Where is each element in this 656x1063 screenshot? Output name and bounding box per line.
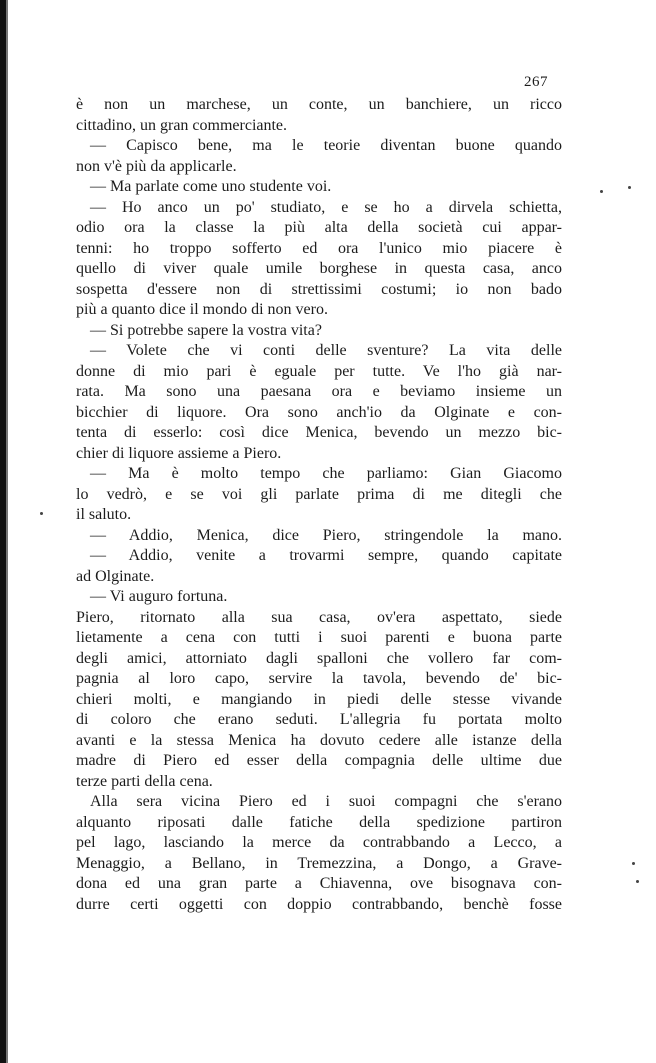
text-line: bicchier di liquore. Ora sono anch'io da Olginate e con-: [76, 403, 562, 421]
text-line: durre certi oggetti con doppio contrabbando, benchè fosse: [76, 895, 562, 913]
text-line: — Ho anco un po' studiato, e se ho a dirvela schietta,: [90, 198, 562, 216]
text-line: cittadino, un gran commerciante.: [76, 116, 288, 134]
text-line: più a quanto dice il mondo di non vero.: [76, 301, 328, 318]
page-binding-shadow: [6, 0, 8, 1063]
text-line: pel lago, lasciando la merce da contrabbando a Lecco, a: [76, 834, 562, 851]
ink-speck: [628, 186, 631, 189]
text-line: chier di liquore assieme a Piero.: [76, 444, 282, 462]
ink-speck: [40, 512, 43, 515]
text-line: terze parti della cena.: [76, 772, 213, 790]
text-line: non v'è più da applicarle.: [76, 157, 237, 175]
text-line: avanti e la stessa Menica ha dovuto cedere alle istanze della: [76, 731, 562, 749]
text-line: — Si potrebbe sapere la vostra vita?: [90, 321, 322, 339]
text-line: pagnia al loro capo, servire la tavola, bevendo de' bic-: [76, 670, 562, 687]
text-line: quello di viver quale umile borghese in questa casa, anco: [76, 260, 562, 277]
text-line: — Addio, Menica, dice Piero, stringendole la mano.: [90, 526, 562, 544]
text-line: degli amici, attorniato dagli spalloni che vollero far com-: [76, 649, 562, 667]
text-line: odio ora la classe la più alta della società cui appar-: [76, 219, 562, 236]
text-line: — Addio, venite a trovarmi sempre, quando capitate: [90, 547, 562, 564]
text-line: chieri molti, e mangiando in piedi delle stesse vivande: [76, 690, 562, 708]
text-line: Menaggio, a Bellano, in Tremezzina, a Dongo, a Grave-: [76, 854, 562, 872]
ink-speck: [632, 862, 635, 865]
text-line: di coloro che erano seduti. L'allegria fu portata molto: [76, 711, 562, 728]
page-number: 267: [524, 74, 548, 90]
ink-speck: [600, 190, 603, 193]
text-line: dona ed una gran parte a Chiavenna, ove bisognava con-: [76, 875, 562, 892]
text-line: Alla sera vicina Piero ed i suoi compagni che s'erano: [90, 793, 562, 810]
text-line: madre di Piero ed esser della compagnia delle ultime due: [76, 752, 562, 769]
text-line: donne di mio pari è eguale per tutte. Ve l'ho già nar-: [76, 362, 562, 380]
text-line: tenta di esserlo: così dice Menica, bevendo un mezzo bic-: [76, 424, 562, 441]
text-line: sospetta d'essere non di strettissimi costumi; io non bado: [76, 280, 562, 298]
text-line: tenni: ho troppo sofferto ed ora l'unico mio piacere è: [76, 239, 562, 257]
text-line: ad Olginate.: [76, 567, 155, 585]
text-line: — Vi auguro fortuna.: [90, 588, 228, 605]
text-line: è non un marchese, un conte, un banchiere, un ricco: [76, 96, 562, 113]
body-text: [76, 95, 562, 915]
text-line: rata. Ma sono una paesana ora e beviamo insieme un: [76, 383, 562, 400]
text-line: Piero, ritornato alla sua casa, ov'era aspettato, siede: [76, 608, 562, 626]
text-line: lietamente a cena con tutti i suoi parenti e buona parte: [76, 629, 562, 646]
ink-speck: [636, 880, 639, 883]
text-line: il saluto.: [76, 506, 132, 523]
text-line: — Ma parlate come uno studente voi.: [90, 178, 332, 195]
text-line: alquanto riposati dalle fatiche della spedizione partiron: [76, 813, 562, 831]
text-line: — Capisco bene, ma le teorie diventan buone quando: [90, 137, 562, 154]
text-line: — Volete che vi conti delle sventure? La vita delle: [90, 342, 562, 359]
text-line: lo vedrò, e se voi gli parlate prima di me ditegli che: [76, 485, 562, 503]
text-line: — Ma è molto tempo che parliamo: Gian Giacomo: [90, 465, 562, 482]
